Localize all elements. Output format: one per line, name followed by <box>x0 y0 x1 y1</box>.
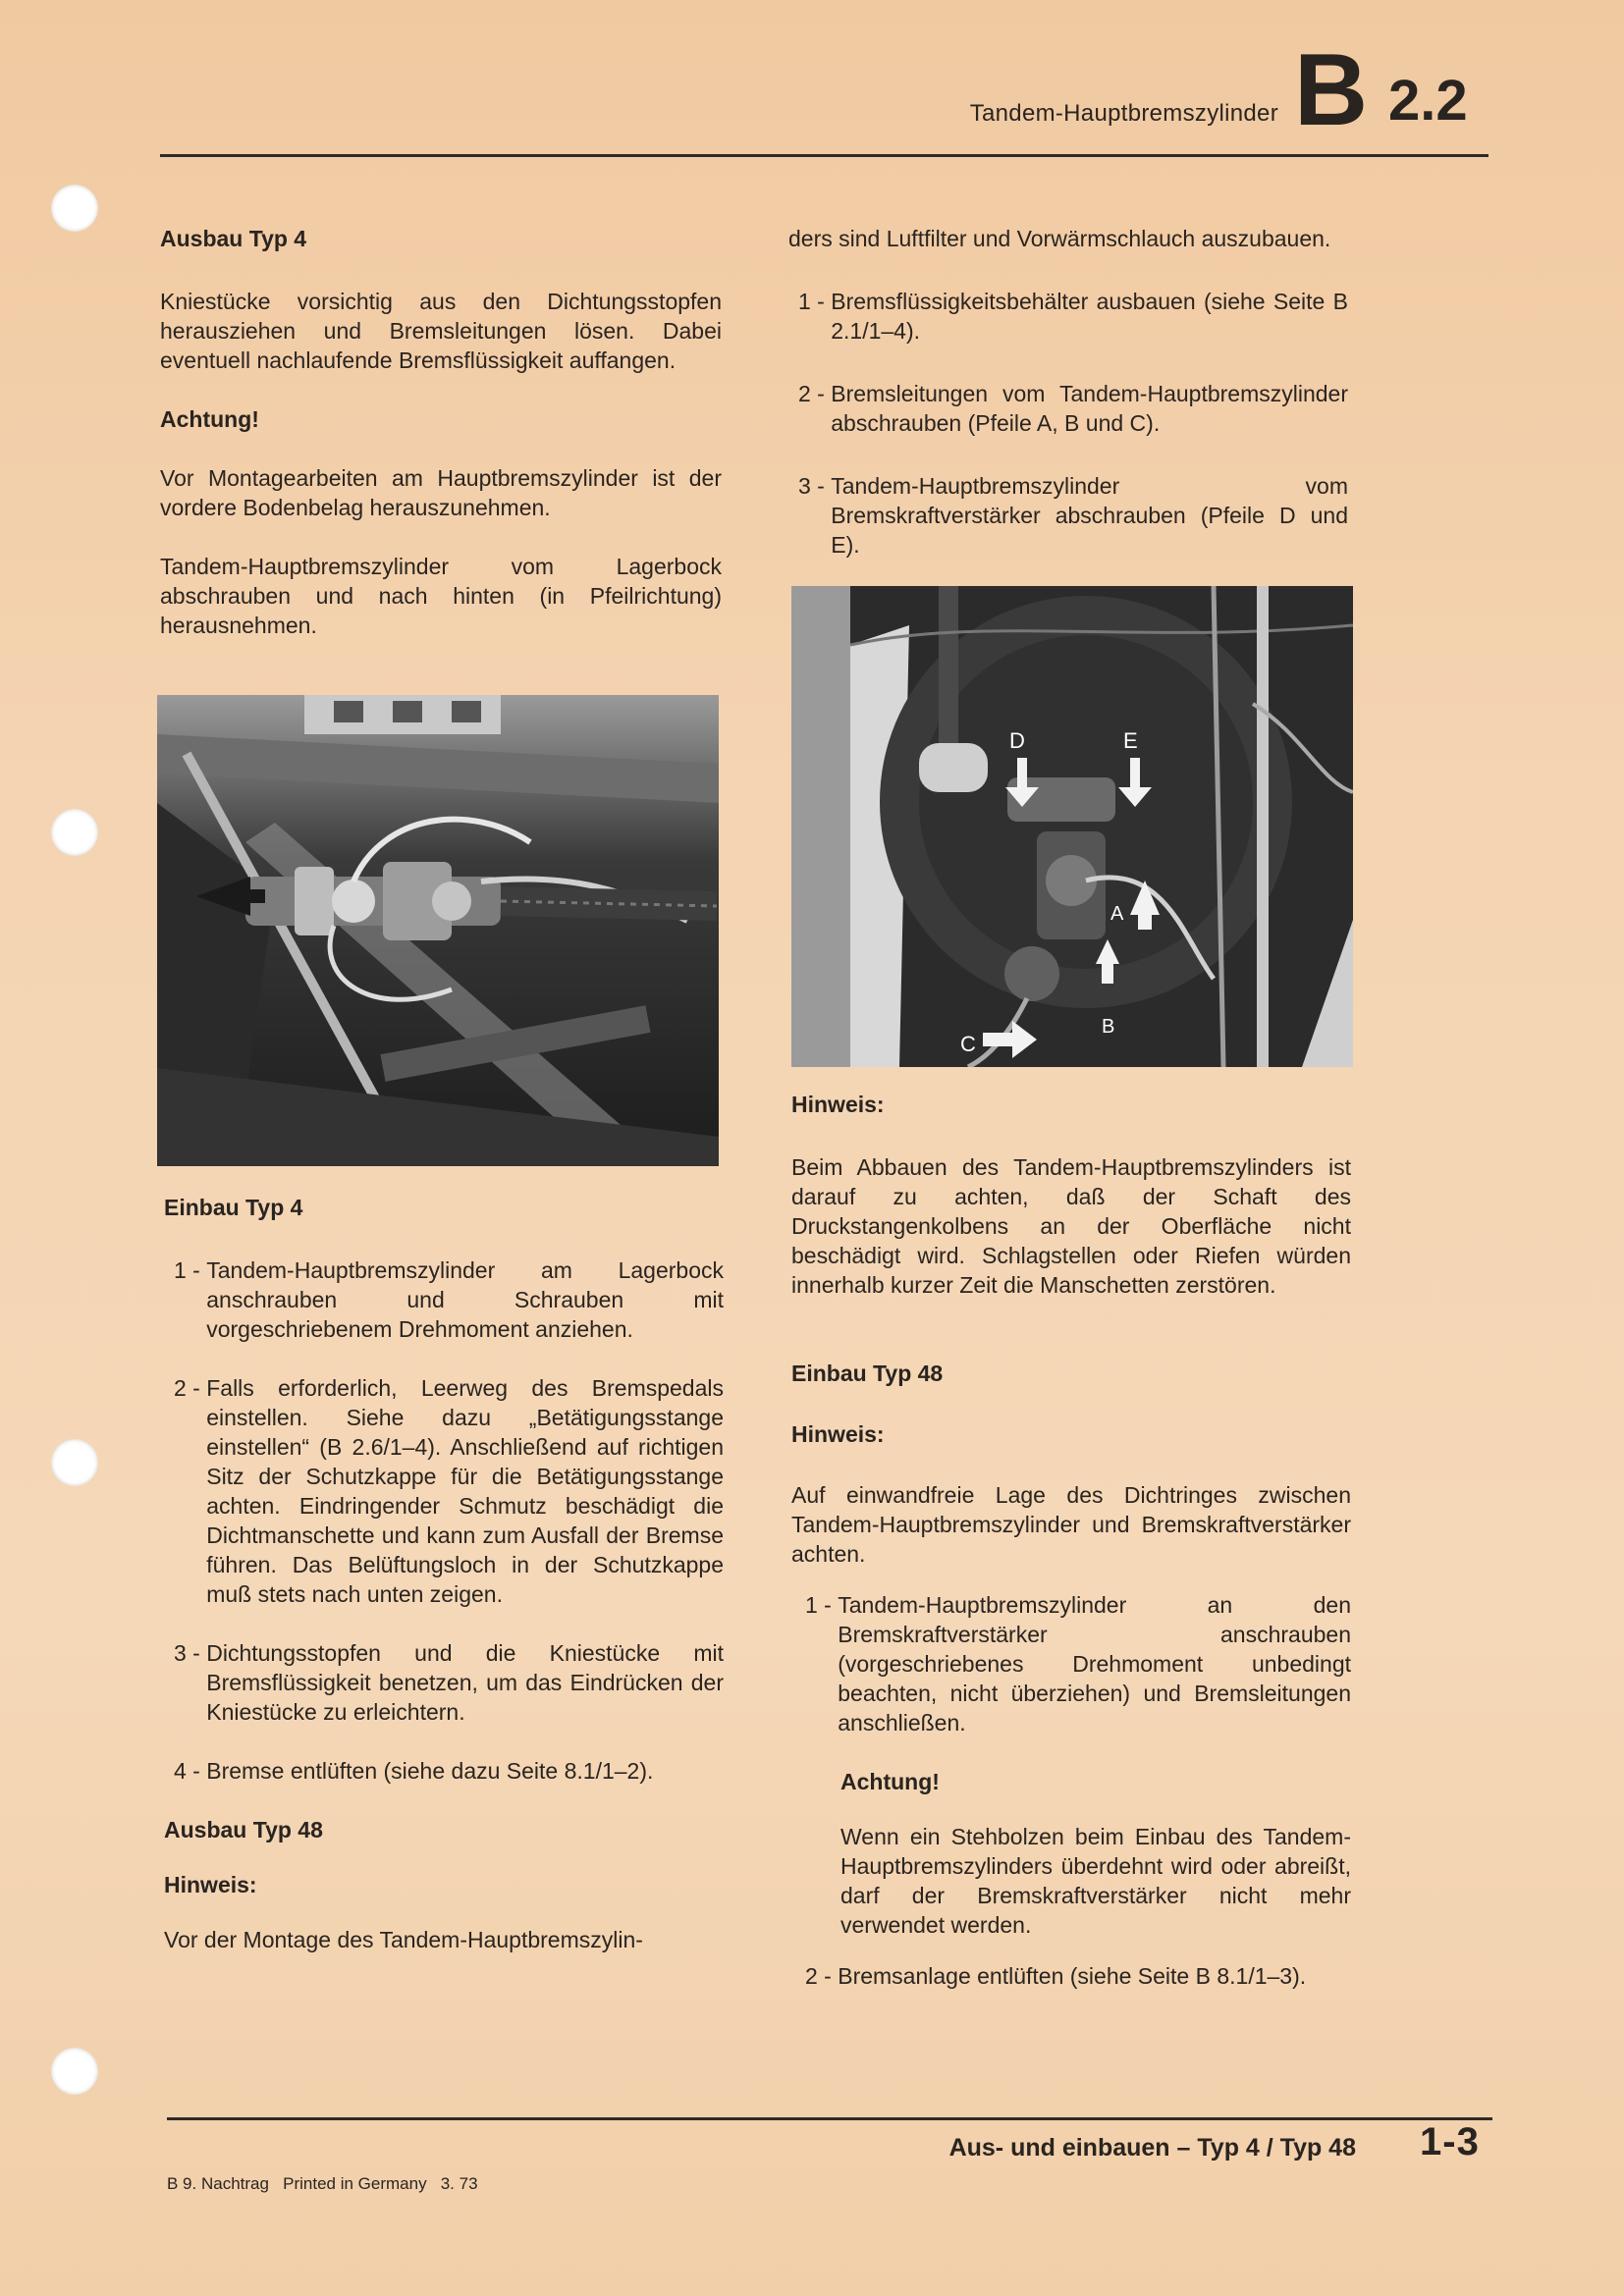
right-column-top <box>788 224 1348 560</box>
footer-note: B 9. Nachtrag Printed in Germany 3. 73 <box>167 2174 478 2193</box>
list-item: 3 - Tandem-Hauptbremszylinder vom Bremskraftverstärker abschrauben (Pfeile D und E). <box>798 473 1348 558</box>
right-column-bottom <box>791 1090 1351 1991</box>
heading-einbau-typ4: Einbau Typ 4 <box>164 1195 303 1220</box>
list-item: 2 - Bremsanlage entlüften (siehe Seite B 8.1/1–3). <box>805 1963 1307 1989</box>
paragraph: Beim Abbauen des Tandem-Hauptbremszylinders ist darauf zu achten, daß der Schaft des Druckstangenkolbens an der Oberfläche nicht beschädigt wird. Schlagstellen oder Riefen würden innerhalb kurzer Zeit die Manschetten zerstören. <box>791 1154 1351 1298</box>
section-number: 2.2 <box>1388 69 1468 133</box>
photo-label-b: B <box>1102 1016 1115 1038</box>
list-item: 2 - Falls erforderlich, Leerweg des Bremspedals einstellen. Siehe dazu „Betätigungsstange einstellen“ (B 2.6/1–4). Anschließend auf richtigen Sitz der Schutzkappe für die Betätigungsstange achten. Eindringender Schmutz beschädigt die Dichtmanschette und kann zum Ausfall der Bremse führen. Das Belüftungsloch in der Schutzkappe muß stets nach unten zeigen. <box>174 1375 724 1607</box>
header-title: Tandem-Hauptbremszylinder <box>969 100 1278 127</box>
heading-achtung: Achtung! <box>160 406 259 432</box>
photo-label-c: C <box>960 1032 976 1056</box>
heading-hinweis: Hinweis: <box>164 1872 257 1897</box>
footer-title: Aus- und einbauen – Typ 4 / Typ 48 <box>948 2134 1356 2162</box>
punch-hole-4 <box>51 2048 98 2095</box>
photo-brake-cylinder-typ4 <box>157 695 719 1166</box>
paragraph: Vor der Montage des Tandem-Hauptbremszylin- <box>164 1927 643 1952</box>
footer-rule <box>167 2117 1492 2120</box>
list-item: 1 - Tandem-Hauptbremszylinder an den Bremskraftverstärker anschrauben (vorgeschriebenes Drehmoment unbedingt beachten, nicht überziehen) und Bremsleitungen anschließen. <box>805 1592 1351 1735</box>
photo-label-a: A <box>1110 903 1124 925</box>
paragraph: Wenn ein Stehbolzen beim Einbau des Tandem-Hauptbremszylinders überdehnt wird oder abreißt, darf der Bremskraftverstärker nicht mehr verwendet werden. <box>840 1824 1351 1938</box>
section-letter: B <box>1294 33 1367 147</box>
punch-hole-3 <box>51 1439 98 1486</box>
punch-hole-2 <box>51 809 98 856</box>
page-number: 1-3 <box>1420 2120 1480 2163</box>
list-item: 2 - Bremsleitungen vom Tandem-Hauptbremszylinder abschrauben (Pfeile A, B und C). <box>798 381 1348 436</box>
list-item: 1 - Tandem-Hauptbremszylinder am Lagerbock anschrauben und Schrauben mit vorgeschriebenem Drehmoment anziehen. <box>174 1257 724 1342</box>
list-item: 3 - Dichtungsstopfen und die Kniestücke mit Bremsflüssigkeit benetzen, um das Eindrücken der Kniestücke zu erleichtern. <box>174 1640 724 1725</box>
heading-hinweis: Hinweis: <box>791 1092 885 1117</box>
heading-einbau-typ48: Einbau Typ 48 <box>791 1361 944 1386</box>
list-item: 1 - Bremsflüssigkeitsbehälter ausbauen (siehe Seite B 2.1/1–4). <box>798 289 1348 344</box>
punch-hole-1 <box>51 185 98 232</box>
paragraph: ders sind Luftfilter und Vorwärmschlauch auszubauen. <box>788 226 1331 251</box>
heading-hinweis: Hinweis: <box>791 1421 885 1447</box>
left-column-bottom <box>164 1193 724 1954</box>
list-item: 4 - Bremse entlüften (siehe dazu Seite 8.1/1–2). <box>174 1758 654 1784</box>
heading-ausbau-typ4: Ausbau Typ 4 <box>160 226 307 251</box>
photo-brake-cylinder-typ48 <box>791 586 1353 1067</box>
paragraph: Kniestücke vorsichtig aus den Dichtungsstopfen herausziehen und Bremsleitungen lösen. Dabei eventuell nachlaufende Bremsflüssigkeit auffangen. <box>160 289 722 373</box>
header-rule <box>160 154 1489 157</box>
photo-label-e: E <box>1123 728 1138 753</box>
left-column-top <box>160 224 722 640</box>
heading-ausbau-typ48: Ausbau Typ 48 <box>164 1817 323 1842</box>
paragraph: Vor Montagearbeiten am Hauptbremszylinder ist der vordere Bodenbelag herauszunehmen. <box>160 465 722 520</box>
photo-label-d: D <box>1009 728 1025 753</box>
paragraph: Auf einwandfreie Lage des Dichtringes zwischen Tandem-Hauptbremszylinder und Bremskraftverstärker achten. <box>791 1482 1351 1567</box>
paragraph: Tandem-Hauptbremszylinder vom Lagerbock abschrauben und nach hinten (in Pfeilrichtung) herausnehmen. <box>160 554 722 638</box>
heading-achtung: Achtung! <box>840 1769 940 1794</box>
